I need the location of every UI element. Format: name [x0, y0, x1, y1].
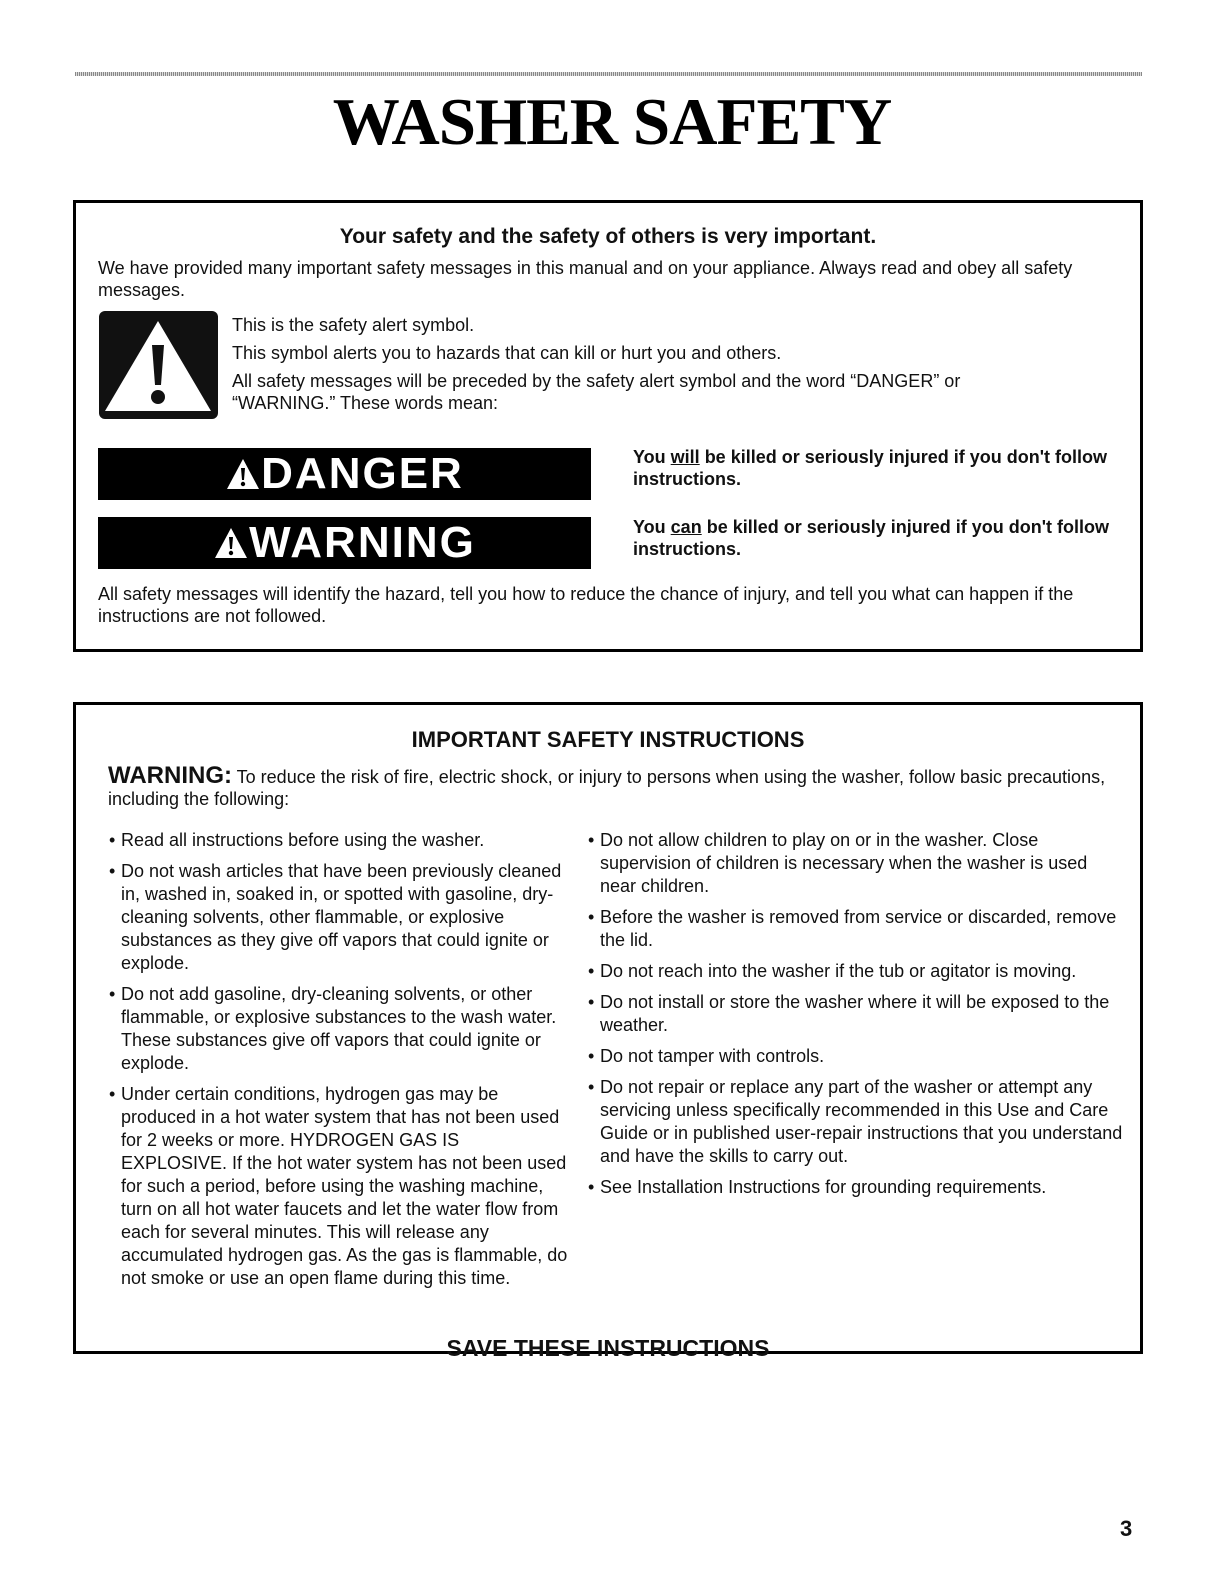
- safety-alert-icon: [99, 311, 218, 419]
- warning-alert-icon: [213, 526, 249, 560]
- safety-heading: Your safety and the safety of others is very important.: [339, 225, 877, 248]
- danger-alert-icon: [225, 457, 261, 491]
- list-item: • Before the washer is removed from service or discarded, remove the lid.: [588, 906, 1123, 952]
- list-item: • Do not install or store the washer where it will be exposed to the weather.: [588, 991, 1123, 1037]
- list-item: • Do not reach into the washer if the tub or agitator is moving.: [588, 960, 1123, 983]
- page-title: WASHER SAFETY: [332, 85, 892, 159]
- list-item: • See Installation Instructions for grounding requirements.: [588, 1176, 1123, 1199]
- instructions-heading: IMPORTANT SAFETY INSTRUCTIONS: [411, 727, 805, 752]
- warning-signal-bar: [98, 517, 591, 569]
- symbol-explanation: [232, 314, 1112, 420]
- danger-signal-bar: [98, 448, 591, 500]
- save-instructions: SAVE THESE INSTRUCTIONS: [446, 1335, 770, 1361]
- symbol-line: This symbol alerts you to hazards that can kill or hurt you and others.: [232, 343, 782, 363]
- safety-intro: We have provided many important safety messages in this manual and on your appliance. Always read and obey all safety messages.: [98, 258, 1073, 300]
- warning-meaning: [633, 516, 1123, 560]
- warning-text-post: be killed or seriously injured if you don't follow instructions.: [633, 517, 1110, 559]
- list-item: • Do not wash articles that have been previously cleaned in, washed in, soaked in, or spotted with gasoline, dry-cleaning solvents, other flammable, or explosive substances as they give off vapors that could ignite or explode.: [109, 860, 569, 975]
- symbol-line: This is the safety alert symbol.: [232, 315, 475, 335]
- symbol-line: All safety messages will be preceded by the safety alert symbol and the word “DANGER” or “WARNING.” These words mean:: [232, 371, 961, 413]
- right-instruction-list: [588, 829, 1123, 1207]
- danger-text-post: be killed or seriously injured if you don't follow instructions.: [633, 447, 1108, 489]
- list-item: • Do not add gasoline, dry-cleaning solvents, or other flammable, or explosive substances to the wash water. These substances give off vapors that could ignite or explode.: [109, 983, 569, 1075]
- warning-text-pre: You: [633, 517, 671, 537]
- list-item: • Do not allow children to play on or in the washer. Close supervision of children is necessary when the washer is used near children.: [588, 829, 1123, 898]
- warning-text: To reduce the risk of fire, electric shock, or injury to persons when using the washer, follow basic precautions, including the following:: [108, 767, 1106, 809]
- warning-label: WARNING: [249, 518, 476, 567]
- warning-intro: [108, 762, 1118, 810]
- list-item: • Read all instructions before using the washer.: [109, 829, 569, 852]
- list-item: • Do not repair or replace any part of the washer or attempt any servicing unless specifically recommended in this Use and Care Guide or in published user-repair instructions that you understand and have the skills to carry out.: [588, 1076, 1123, 1168]
- danger-text-pre: You: [633, 447, 671, 467]
- danger-meaning: [633, 446, 1123, 490]
- warning-word: WARNING:: [108, 762, 232, 789]
- safety-closing: All safety messages will identify the hazard, tell you how to reduce the chance of injury, and tell you what can happen if the instructions are not followed.: [98, 584, 1074, 626]
- warning-key-word: can: [670, 517, 702, 537]
- safety-box: [73, 200, 1143, 652]
- page-number: 3: [1120, 1516, 1133, 1541]
- top-rule: [75, 72, 1142, 76]
- list-item: • Under certain conditions, hydrogen gas may be produced in a hot water system that has not been used for 2 weeks or more. HYDROGEN GAS IS EXPLOSIVE. If the hot water system has not been used for such a period, before using the washing machine, turn on all hot water faucets and let the water flow from each for several minutes. This will release any accumulated hydrogen gas. As the gas is flammable, do not smoke or use an open flame during this time.: [109, 1083, 569, 1290]
- left-instruction-list: [109, 829, 569, 1298]
- danger-key-word: will: [670, 447, 700, 467]
- list-item: • Do not tamper with controls.: [588, 1045, 1123, 1068]
- danger-label: DANGER: [261, 449, 464, 498]
- instructions-box: [73, 702, 1143, 1361]
